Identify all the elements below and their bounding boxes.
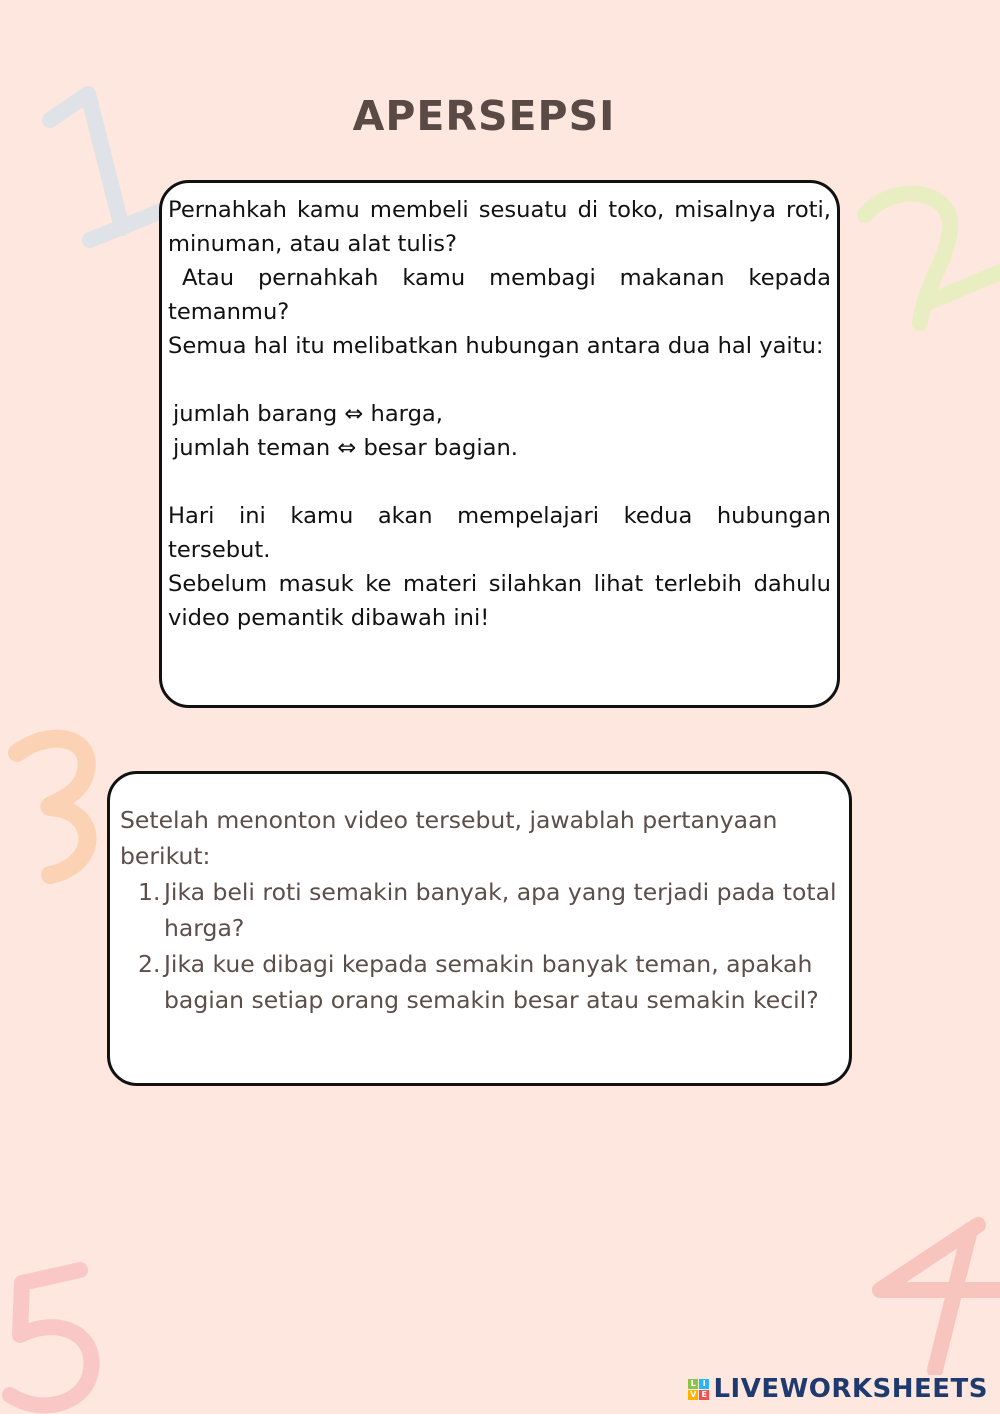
- intro-line: Sebelum masuk ke materi silahkan lihat terlebih dahulu video pemantik dibawah ini!: [168, 571, 831, 631]
- decor-digit-2: [855, 185, 1000, 345]
- question-list: [120, 874, 839, 1018]
- logo-letter: L: [688, 1379, 698, 1389]
- intro-line: Atau pernahkah kamu membagi makanan kepada temanmu?: [168, 265, 831, 325]
- question-intro: Setelah menonton video tersebut, jawablah pertanyaan berikut:: [120, 806, 778, 870]
- liveworksheets-logo-icon: [688, 1379, 709, 1400]
- liveworksheets-brand[interactable]: [688, 1374, 988, 1404]
- intro-line: Hari ini kamu akan mempelajari kedua hubungan tersebut.: [168, 503, 831, 563]
- question-card: [107, 771, 852, 1086]
- brand-name: LIVEWORKSHEETS: [713, 1374, 988, 1404]
- decor-digit-3: [5, 725, 110, 895]
- list-item: [120, 874, 839, 946]
- intro-card: [159, 180, 840, 708]
- question-text: Jika kue dibagi kepada semakin banyak teman, apakah bagian setiap orang semakin besar atau semakin kecil?: [164, 950, 819, 1014]
- decor-digit-5: [0, 1255, 110, 1414]
- intro-line: Semua hal itu melibatkan hubungan antara dua hal yaitu:: [168, 333, 824, 359]
- intro-line: Pernahkah kamu membeli sesuatu di toko, misalnya roti, minuman, atau alat tulis?: [168, 197, 831, 257]
- list-item: [120, 946, 839, 1018]
- question-number: 1.: [138, 878, 161, 906]
- logo-letter: E: [699, 1390, 709, 1400]
- relation-line: jumlah teman ⇔ besar bagian.: [173, 435, 518, 461]
- decor-digit-4: [860, 1210, 1000, 1375]
- logo-letter: V: [690, 1389, 697, 1399]
- logo-letter: I: [699, 1379, 709, 1389]
- question-number: 2.: [138, 950, 161, 978]
- relation-line: jumlah barang ⇔ harga,: [173, 401, 443, 427]
- question-text: Jika beli roti semakin banyak, apa yang terjadi pada total harga?: [164, 878, 837, 942]
- page-title: APERSEPSI: [352, 92, 616, 140]
